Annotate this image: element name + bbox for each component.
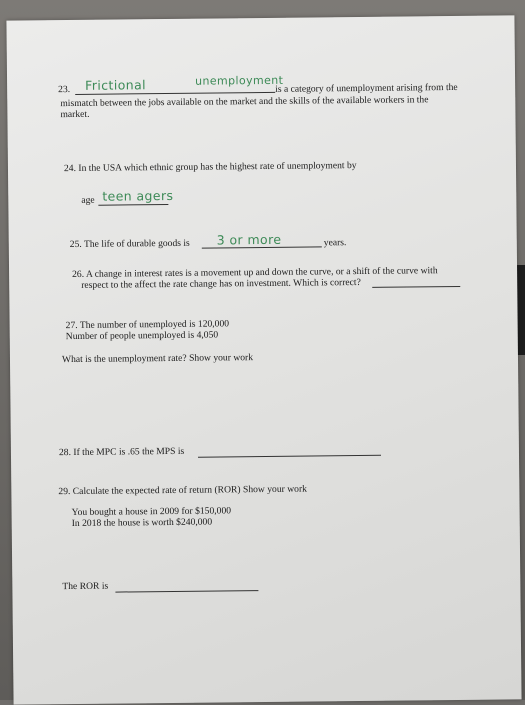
q24-answer: teen agers [102,187,174,204]
q25-answer: 3 or more [216,231,282,248]
q23-answer-word1: Frictional [85,77,147,93]
q23-text-line2: mismatch between the jobs available on the market and the skills of the available workers in the [60,94,429,110]
q27-line1: 27. The number of unemployed is 120,000 [65,318,230,332]
q26-answer-line [372,286,460,288]
q23-number: 23. [58,84,71,96]
q28-question: 28. If the MPC is .65 the MPS is [58,445,185,459]
q26-question-line2: respect to the affect the rate change has on investment. Which is correct? [81,276,361,291]
q26-question-line1: 26. A change in interest rates is a movement up and down the curve, or a shift of the curve with [72,265,438,281]
q25-suffix: years. [323,237,347,249]
q29-line3: In 2018 the house is worth $240,000 [71,516,213,530]
q29-question: 29. Calculate the expected rate of return (ROR) Show your work [58,483,307,498]
q28-answer-line [198,455,381,458]
q23-text-tail: is a category of unemployment arising from the [275,81,458,95]
q29-ror-answer-line [115,590,258,592]
q29-line2: You bought a house in 2009 for $150,000 [71,505,232,519]
q24-answer-line [98,204,168,206]
worksheet-page [6,15,521,704]
q24-prefix: age [81,194,95,206]
q24-question: 24. In the USA which ethnic group has the highest rate of unemployment by [63,160,357,175]
q29-ror-label: The ROR is [62,580,109,593]
q27-line3: What is the unemployment rate? Show your work [61,352,254,366]
q27-line2: Number of people unemployed is 4,050 [65,329,219,343]
q23-answer-word2: unemployment [195,73,284,88]
q25-question: 25. The life of durable goods is [69,237,190,251]
q23-text-line3: market. [60,108,90,121]
